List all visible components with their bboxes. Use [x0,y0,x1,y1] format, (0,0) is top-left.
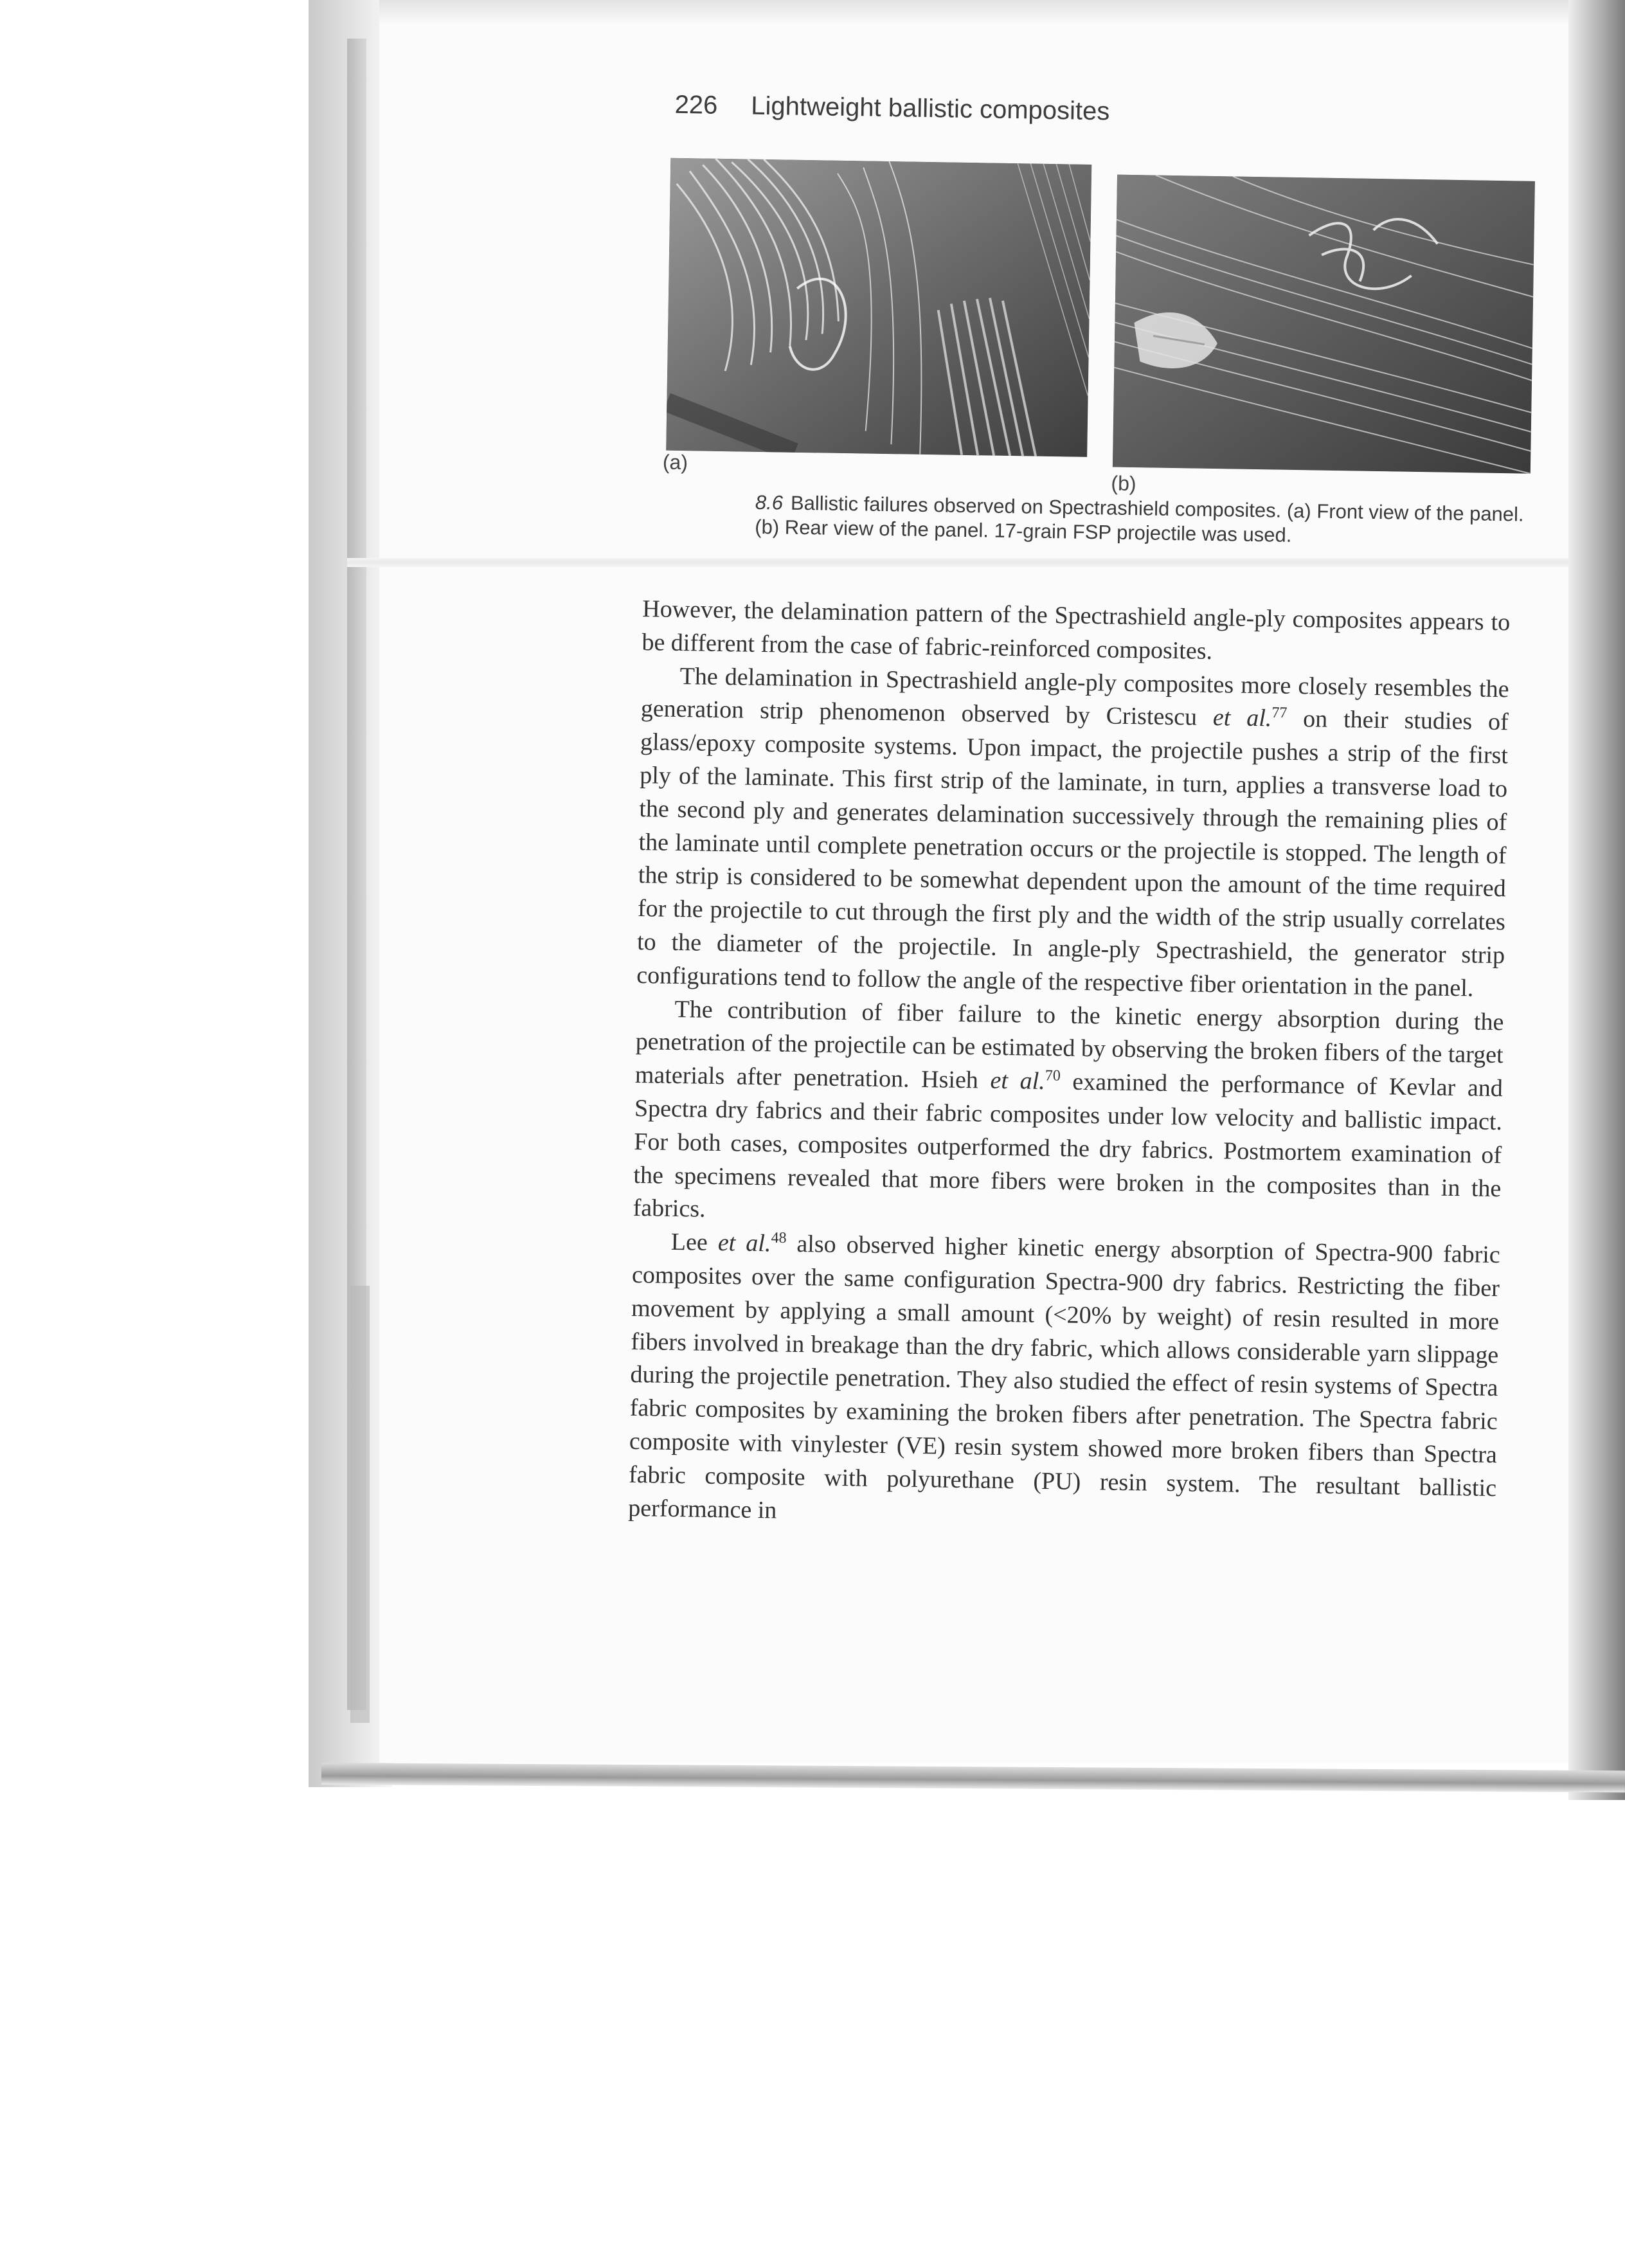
fiber-front-view-image [666,158,1091,457]
running-title: Lightweight ballistic composites [751,91,1110,126]
reference-superscript: 70 [1045,1067,1061,1084]
reference-superscript: 77 [1271,705,1288,722]
figure-number: 8.6 [755,491,784,514]
paragraph-1: However, the delamination pattern of the Spectrashield angle-ply composites appears to be different from the case of fabric-reinforced composites. [642,595,1511,665]
figure-panel-a-label: (a) [662,450,688,474]
paragraph-3-text-a: The contribution of fiber failure to the kinetic energy absorption during the penetration of the projectile can be estimated by observing the broken fibers of the target materials after penetration. Hsieh [634,995,1504,1094]
paragraph-4-text-a: Lee [670,1228,708,1256]
figure-caption-text: Ballistic failures observed on Spectrashield composites. (a) Front view of the panel. (b) Rear view of the panel. 17-grain FSP projectile was used. [755,491,1524,546]
paragraph-2-text-b: on their studies of glass/epoxy composite systems. Upon impact, the projectile pushes a strip of the first ply of the laminate. This first strip of the laminate, in turn, applies a transverse load to the second ply and generates delamination successively through the remaining plies of the laminate until complete penetration occurs or the projectile is stopped. The length of the strip is considered to be somewhat dependent upon the amount of the time required for the projectile to cut through the first ply and the width of the strip usually correlates to the diameter of the projectile. In angle-ply Spectrashield, the generator strip configurations tend to follow the angle of the respective fiber orientation in the panel. [636,705,1509,1002]
figure-panel-b-label: (b) [1111,471,1136,496]
fiber-rear-view-image [1113,175,1535,474]
figure-panel-a-photo [666,158,1091,457]
page-number: 226 [674,90,718,120]
figure-caption [755,491,1540,552]
figure-panel-b-photo [1113,175,1535,474]
paragraph-4 [628,1225,1500,1538]
paragraph-4-text-b: also observed higher kinetic energy absorption of Spectra-900 fabric composites over the same configuration Spectra-900 dry fabrics. Restricting the fiber movement by applying a small amount (<20% by weight) of resin resulted in more fibers involved in breakage than the dry fabric, which allows considerable yarn slippage during the projectile penetration. They also studied the effect of resin systems of Spectra fabric composites by examining the broken fibers after penetration. The Spectra fabric composite with vinylester (VE) resin system showed more broken fibers than Spectra fabric composite with polyurethane (PU) resin system. The resultant ballistic performance in [628,1230,1501,1524]
body-text [628,593,1511,1538]
citation-et-al: et al. [717,1229,771,1257]
paragraph-2 [636,660,1509,1006]
citation-et-al: et al. [990,1066,1046,1095]
citation-et-al: et al. [1212,704,1272,732]
paragraph-3 [633,993,1504,1239]
paragraph-3-text-b: examined the performance of Kevlar and Spectra dry fabrics and their fabric composites under low velocity and ballistic impact. For both cases, composites outperformed the dry fabrics. Postmortem examination of the specimens revealed that more fibers were broken in the composites than in the fabrics. [633,1068,1504,1223]
running-head [674,91,1109,127]
reference-superscript: 48 [771,1229,787,1247]
paragraph-2-text-a: The delamination in Spectrashield angle-ply composites more closely resembles the generation strip phenomenon observed by Cristescu [640,662,1509,732]
